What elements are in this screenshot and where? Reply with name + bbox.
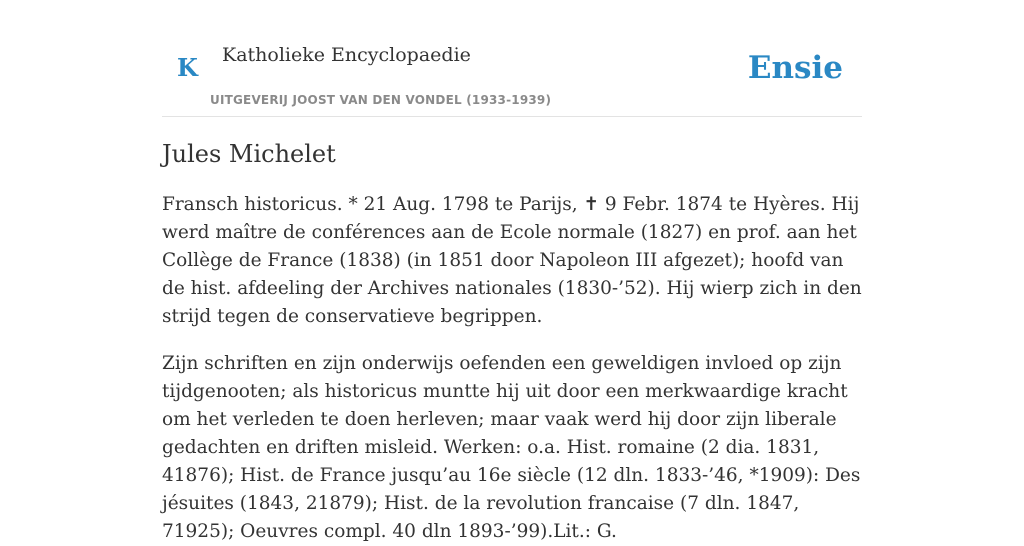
ensie-logo-link[interactable]: Ensie <box>747 50 843 86</box>
site-header <box>162 0 862 117</box>
entry-content <box>162 136 862 546</box>
book-title-link[interactable]: Katholieke Encyclopaedie <box>222 44 471 66</box>
publisher-label: UITGEVERIJ JOOST VAN DEN VONDEL (1933-1939) <box>210 93 552 107</box>
entry-paragraph: Fransch historicus. * 21 Aug. 1798 te Parijs, ✝ 9 Febr. 1874 te Hyères. Hij werd maître de conférences aan de Ecole normale (1827) en prof. aan het Collège de France (1838) (in 1851 door Napoleon III afgezet); hoofd van de hist. afdeeling der Archives nationales (1830-’52). Hij wierp zich in den strijd tegen de conservatieve begrippen. <box>162 194 862 327</box>
encyclopedia-logo-link[interactable]: K <box>177 53 198 82</box>
entry-paragraph: Zijn schriften en zijn onderwijs oefenden een geweldigen invloed op zijn tijdgenooten; als historicus muntte hij uit door een merkwaardige kracht om het verleden te doen herleven; maar vaak werd hij door zijn liberale gedachten en driften misleid. Werken: o.a. Hist. romaine (2 dia. 1831, 41876); Hist. de France jusqu’au 16e siècle (12 dln. 1833-’46, *1909): Des jésuites (1843, 21879); Hist. de la revolution francaise (7 dln. 1847, 71925); Oeuvres compl. 40 dln 1893-’99).Lit.: G. <box>162 353 861 542</box>
entry-title: Jules Michelet <box>162 140 336 168</box>
